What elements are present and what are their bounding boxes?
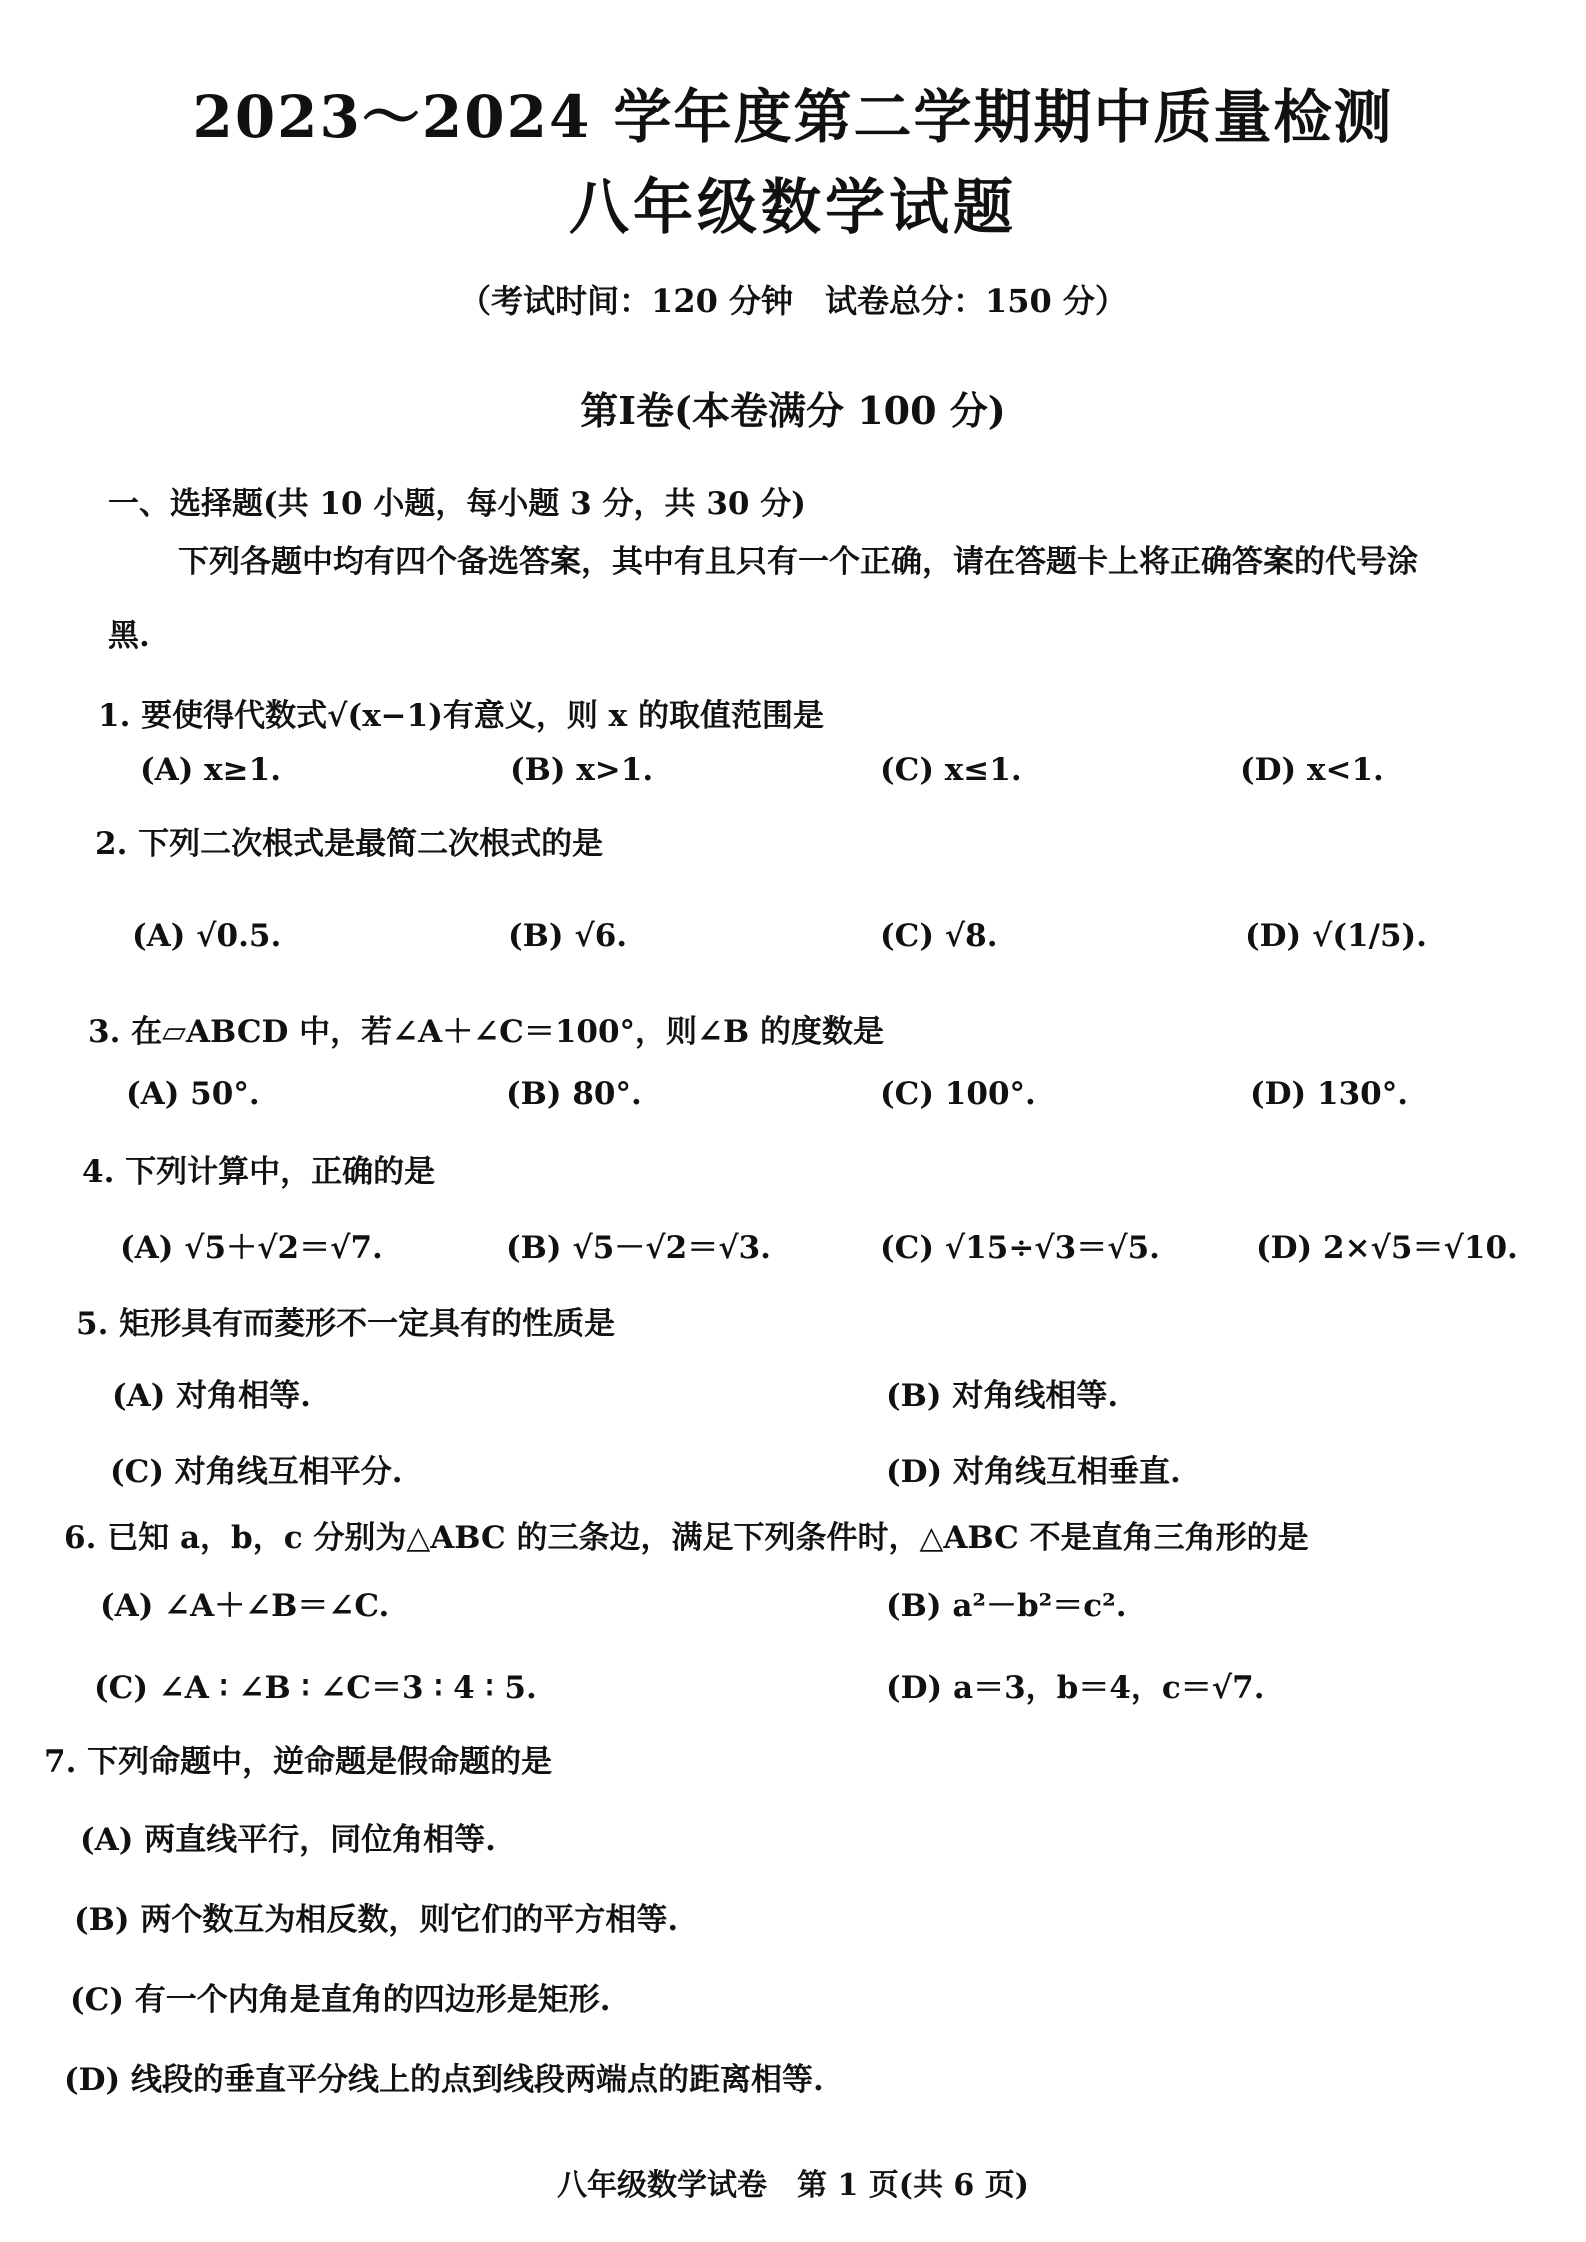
question-6-option-a: (A) ∠A＋∠B＝∠C. bbox=[100, 1588, 390, 1624]
question-3-option-a: (A) 50°. bbox=[126, 1076, 260, 1112]
exam-info: （考试时间：120 分钟 试卷总分：150 分） bbox=[459, 282, 1127, 320]
question-4-option-b: (B) √5－√2＝√3. bbox=[506, 1230, 771, 1266]
question-4-option-a: (A) √5＋√2＝√7. bbox=[120, 1230, 383, 1266]
question-6-option-c: (C) ∠A ∶ ∠B ∶ ∠C＝3 ∶ 4 ∶ 5. bbox=[94, 1670, 537, 1706]
question-4-option-d: (D) 2×√5＝√10. bbox=[1256, 1230, 1518, 1266]
question-3-option-d: (D) 130°. bbox=[1250, 1076, 1409, 1112]
question-7-option-c: (C) 有一个内角是直角的四边形是矩形. bbox=[70, 1982, 611, 2018]
instruction-line-1: 下列各题中均有四个备选答案，其中有且只有一个正确，请在答题卡上将正确答案的代号涂 bbox=[178, 544, 1418, 580]
question-3-option-c: (C) 100°. bbox=[880, 1076, 1036, 1112]
question-2-option-a: (A) √0.5. bbox=[132, 918, 282, 954]
exam-subtitle: 八年级数学试题 bbox=[569, 173, 1017, 243]
question-3-stem: 3. 在▱ABCD 中，若∠A＋∠C＝100°，则∠B 的度数是 bbox=[88, 1014, 885, 1050]
question-4-stem: 4. 下列计算中，正确的是 bbox=[82, 1154, 436, 1190]
question-7-option-b: (B) 两个数互为相反数，则它们的平方相等. bbox=[74, 1902, 679, 1938]
exam-title: 2023～2024 学年度第二学期期中质量检测 bbox=[192, 83, 1394, 151]
instruction-line-2: 黑. bbox=[108, 618, 150, 654]
question-3-option-b: (B) 80°. bbox=[506, 1076, 642, 1112]
question-5-option-c: (C) 对角线互相平分. bbox=[110, 1454, 403, 1490]
question-5-option-b: (B) 对角线相等. bbox=[886, 1378, 1119, 1414]
question-1-option-a: (A) x≥1. bbox=[140, 752, 281, 788]
question-2-stem: 2. 下列二次根式是最简二次根式的是 bbox=[95, 826, 604, 862]
question-6-option-b: (B) a²－b²＝c². bbox=[886, 1588, 1127, 1624]
section-title: 第Ⅰ卷(本卷满分 100 分) bbox=[580, 388, 1006, 433]
question-6-option-d: (D) a＝3，b＝4，c＝√7. bbox=[886, 1670, 1265, 1706]
question-7-stem: 7. 下列命题中，逆命题是假命题的是 bbox=[44, 1744, 553, 1780]
question-1-stem: 1. 要使得代数式√(x−1)有意义，则 x 的取值范围是 bbox=[98, 698, 824, 734]
question-2-option-b: (B) √6. bbox=[508, 918, 628, 954]
question-5-stem: 5. 矩形具有而菱形不一定具有的性质是 bbox=[76, 1306, 616, 1342]
question-1-option-c: (C) x≤1. bbox=[880, 752, 1022, 788]
question-2-option-d: (D) √(1/5). bbox=[1245, 918, 1427, 954]
question-5-option-d: (D) 对角线互相垂直. bbox=[886, 1454, 1181, 1490]
question-7-option-d: (D) 线段的垂直平分线上的点到线段两端点的距离相等. bbox=[64, 2062, 824, 2098]
part-heading: 一、选择题(共 10 小题，每小题 3 分，共 30 分) bbox=[108, 486, 806, 522]
question-1-option-b: (B) x>1. bbox=[510, 752, 654, 788]
page-footer: 八年级数学试卷 第 1 页(共 6 页) bbox=[557, 2168, 1029, 2203]
question-7-option-a: (A) 两直线平行，同位角相等. bbox=[80, 1822, 496, 1858]
question-2-option-c: (C) √8. bbox=[880, 918, 998, 954]
question-1-option-d: (D) x<1. bbox=[1240, 752, 1384, 788]
question-6-stem: 6. 已知 a，b，c 分别为△ABC 的三条边，满足下列条件时，△ABC 不是直角三角形的是 bbox=[64, 1520, 1309, 1556]
question-5-option-a: (A) 对角相等. bbox=[112, 1378, 311, 1414]
question-4-option-c: (C) √15÷√3＝√5. bbox=[880, 1230, 1160, 1266]
